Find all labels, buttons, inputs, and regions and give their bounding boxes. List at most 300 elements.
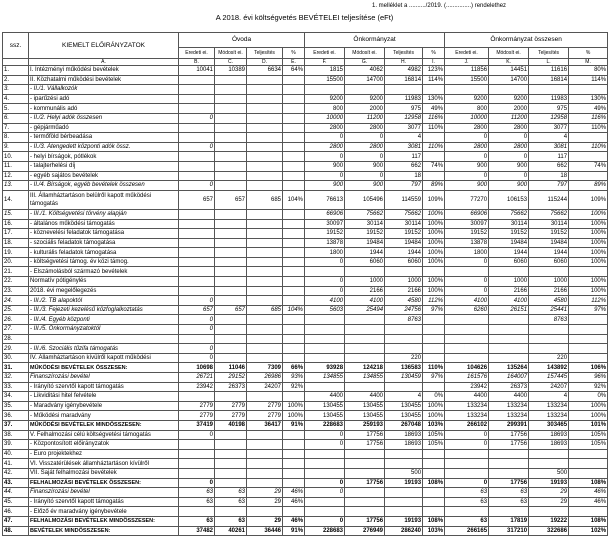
table-row: [3, 209, 608, 219]
cell-e: [283, 123, 305, 133]
cell-m: 106%: [569, 363, 608, 373]
cell-f: 5603: [305, 305, 345, 315]
cell-c: [215, 353, 247, 363]
row-number: 16.: [3, 219, 29, 229]
cell-h: 24756: [385, 305, 423, 315]
row-label: - egyéb sajátos bevételek: [29, 171, 179, 181]
cell-g: [345, 382, 385, 392]
cell-h: 19193: [385, 516, 423, 526]
cell-d: [247, 449, 283, 459]
table-row: [3, 190, 608, 209]
cell-d: [247, 440, 283, 450]
cell-d: 7309: [247, 363, 283, 373]
cell-e: 91%: [283, 420, 305, 430]
cell-h: 117: [385, 152, 423, 162]
cell-k: 6060: [489, 257, 529, 267]
cell-b: 10698: [179, 363, 215, 373]
cell-f: 0: [305, 152, 345, 162]
cell-f: 4100: [305, 296, 345, 306]
cell-k: 1944: [489, 248, 529, 258]
cell-l: 30114: [529, 219, 569, 229]
cell-g: 4062: [345, 66, 385, 76]
cell-h: 130455: [385, 411, 423, 421]
cell-l: 75662: [529, 209, 569, 219]
cell-e: 46%: [283, 488, 305, 498]
column-letter: L.: [529, 59, 569, 66]
cell-e: 66%: [283, 363, 305, 373]
row-number: 32.: [3, 373, 29, 383]
cell-h: 1944: [385, 248, 423, 258]
cell-d: 2779: [247, 401, 283, 411]
cell-c: [215, 440, 247, 450]
cell-c: [215, 334, 247, 344]
cell-b: [179, 85, 215, 95]
cell-i: 110%: [423, 363, 445, 373]
cell-k: 0: [489, 171, 529, 181]
cell-j: 0: [445, 478, 489, 488]
table-row: [3, 468, 608, 478]
cell-j: 6260: [445, 305, 489, 315]
row-number: 33.: [3, 382, 29, 392]
cell-h: 220: [385, 353, 423, 363]
row-number: 6.: [3, 113, 29, 123]
cell-m: [569, 325, 608, 335]
cell-j: [445, 353, 489, 363]
cell-l: 220: [529, 353, 569, 363]
cell-h: 75662: [385, 209, 423, 219]
table-row: [3, 94, 608, 104]
cell-f: 9200: [305, 94, 345, 104]
cell-c: [215, 219, 247, 229]
cell-m: 130%: [569, 94, 608, 104]
cell-k: 2000: [489, 104, 529, 114]
cell-j: 63: [445, 488, 489, 498]
cell-l: 133234: [529, 401, 569, 411]
cell-d: 6634: [247, 66, 283, 76]
cell-c: [215, 248, 247, 258]
row-label: - III./6. Szociális tűzifa támogatás: [29, 344, 179, 354]
cell-b: [179, 171, 215, 181]
table-row: [3, 344, 608, 354]
cell-g: 17756: [345, 516, 385, 526]
table-row: [3, 305, 608, 315]
cell-m: [569, 344, 608, 354]
table-row: [3, 104, 608, 114]
table-row: [3, 507, 608, 517]
cell-d: 29: [247, 497, 283, 507]
row-number: 4.: [3, 94, 29, 104]
cell-g: [345, 267, 385, 277]
cell-b: [179, 248, 215, 258]
cell-f: 13878: [305, 238, 345, 248]
cell-l: 2166: [529, 286, 569, 296]
cell-e: [283, 104, 305, 114]
cell-l: 117: [529, 152, 569, 162]
cell-i: 110%: [423, 142, 445, 152]
cell-j: 161576: [445, 373, 489, 383]
cell-e: [283, 296, 305, 306]
cell-i: [423, 267, 445, 277]
cell-l: 157445: [529, 373, 569, 383]
cell-k: [489, 449, 529, 459]
cell-g: 130455: [345, 401, 385, 411]
cell-g: 6060: [345, 257, 385, 267]
cell-k: 1000: [489, 277, 529, 287]
cell-b: 0: [179, 325, 215, 335]
cell-i: 103%: [423, 420, 445, 430]
cell-j: 104626: [445, 363, 489, 373]
cell-g: [345, 315, 385, 325]
cell-e: [283, 142, 305, 152]
subheader-original: Eredeti ei.: [179, 48, 215, 59]
appropriations-header: KIEMELT ELŐIRÁNYZATOK: [29, 33, 179, 59]
row-number: 9.: [3, 142, 29, 152]
cell-h: 500: [385, 468, 423, 478]
row-label: - III./5. Önkormányzatoktól: [29, 325, 179, 335]
cell-f: 134855: [305, 373, 345, 383]
cell-f: 228683: [305, 526, 345, 536]
cell-e: [283, 459, 305, 469]
cell-b: 0: [179, 353, 215, 363]
cell-g: 105496: [345, 190, 385, 209]
cell-i: 89%: [423, 181, 445, 191]
cell-j: [445, 85, 489, 95]
cell-c: [215, 113, 247, 123]
cell-f: [305, 325, 345, 335]
cell-j: 66906: [445, 209, 489, 219]
row-number: 42.: [3, 468, 29, 478]
cell-g: 75662: [345, 209, 385, 219]
row-label: IV. Államháztartáson kívülről kapott működési: [29, 353, 179, 363]
cell-h: 19193: [385, 478, 423, 488]
cell-i: 100%: [423, 401, 445, 411]
subheader-modified: Módosít ei.: [489, 48, 529, 59]
cell-f: [305, 382, 345, 392]
table-row: [3, 133, 608, 143]
row-label: MŰKÖDÉSI BEVÉTELEK ÖSSZESEN:: [29, 363, 179, 373]
cell-b: 0: [179, 181, 215, 191]
cell-f: 30097: [305, 219, 345, 229]
cell-d: [247, 94, 283, 104]
cell-j: 0: [445, 257, 489, 267]
cell-h: 19484: [385, 238, 423, 248]
cell-l: [529, 267, 569, 277]
cell-e: [283, 468, 305, 478]
cell-k: [489, 353, 529, 363]
cell-h: 797: [385, 181, 423, 191]
cell-g: 900: [345, 181, 385, 191]
cell-h: [385, 488, 423, 498]
cell-e: [283, 315, 305, 325]
row-number: 26.: [3, 315, 29, 325]
cell-l: 18: [529, 171, 569, 181]
cell-f: [305, 334, 345, 344]
cell-b: [179, 229, 215, 239]
cell-j: 77270: [445, 190, 489, 209]
cell-d: [247, 459, 283, 469]
cell-i: [423, 497, 445, 507]
cell-j: 23942: [445, 382, 489, 392]
cell-c: [215, 459, 247, 469]
cell-f: 0: [305, 440, 345, 450]
cell-h: 4580: [385, 296, 423, 306]
cell-k: 14451: [489, 66, 529, 76]
cell-i: 116%: [423, 113, 445, 123]
cell-j: 0: [445, 171, 489, 181]
cell-b: [179, 238, 215, 248]
cell-g: [345, 334, 385, 344]
row-label: I. Intézményi működési bevételek: [29, 66, 179, 76]
table-row: [3, 334, 608, 344]
cell-g: 30114: [345, 219, 385, 229]
cell-k: 17756: [489, 430, 529, 440]
cell-d: [247, 142, 283, 152]
cell-f: 15500: [305, 75, 345, 85]
cell-g: 4100: [345, 296, 385, 306]
cell-i: 100%: [423, 248, 445, 258]
cell-h: 130455: [385, 401, 423, 411]
cell-b: 37419: [179, 420, 215, 430]
cell-g: 130455: [345, 411, 385, 421]
cell-e: [283, 440, 305, 450]
cell-e: [283, 267, 305, 277]
cell-m: 0%: [569, 392, 608, 402]
cell-i: 130%: [423, 94, 445, 104]
row-number: 11.: [3, 161, 29, 171]
table-row: [3, 430, 608, 440]
cell-b: [179, 152, 215, 162]
row-label: - kulturális feladatok támogatása: [29, 248, 179, 258]
cell-h: 267048: [385, 420, 423, 430]
cell-i: [423, 449, 445, 459]
cell-l: 3077: [529, 123, 569, 133]
column-letter: I.: [423, 59, 445, 66]
table-row: [3, 478, 608, 488]
cell-d: [247, 161, 283, 171]
cell-m: 105%: [569, 430, 608, 440]
cell-c: [215, 315, 247, 325]
cell-b: [179, 449, 215, 459]
cell-m: 100%: [569, 277, 608, 287]
row-number: 46.: [3, 507, 29, 517]
cell-j: 4400: [445, 392, 489, 402]
row-number: 13.: [3, 181, 29, 191]
cell-g: 0: [345, 171, 385, 181]
cell-g: 1944: [345, 248, 385, 258]
cell-i: [423, 344, 445, 354]
row-label: III. Államháztartáson belülről kapott működési támogatás: [29, 190, 179, 209]
cell-c: [215, 344, 247, 354]
cell-c: [215, 75, 247, 85]
cell-l: [529, 344, 569, 354]
cell-m: [569, 133, 608, 143]
cell-f: [305, 459, 345, 469]
cell-m: 108%: [569, 478, 608, 488]
cell-f: 228683: [305, 420, 345, 430]
cell-m: 100%: [569, 257, 608, 267]
cell-m: 46%: [569, 488, 608, 498]
cell-l: 24207: [529, 382, 569, 392]
cell-l: 115244: [529, 190, 569, 209]
cell-l: 322686: [529, 526, 569, 536]
cell-b: [179, 468, 215, 478]
cell-c: [215, 133, 247, 143]
cell-i: [423, 85, 445, 95]
cell-m: 112%: [569, 296, 608, 306]
cell-e: 93%: [283, 373, 305, 383]
cell-i: 100%: [423, 219, 445, 229]
cell-k: 900: [489, 181, 529, 191]
cell-h: 4: [385, 392, 423, 402]
table-row: [3, 277, 608, 287]
cell-i: 100%: [423, 257, 445, 267]
cell-m: 49%: [569, 104, 608, 114]
table-row: [3, 219, 608, 229]
cell-e: [283, 392, 305, 402]
cell-j: 266165: [445, 526, 489, 536]
row-label: Normatív pótigénylés: [29, 277, 179, 287]
cell-b: [179, 392, 215, 402]
cell-e: [283, 229, 305, 239]
cell-e: [283, 449, 305, 459]
cell-g: 134855: [345, 373, 385, 383]
cell-m: [569, 507, 608, 517]
row-number: 17.: [3, 229, 29, 239]
cell-i: 110%: [423, 123, 445, 133]
column-letter: C.: [215, 59, 247, 66]
cell-b: [179, 133, 215, 143]
table-row: [3, 286, 608, 296]
cell-h: 11983: [385, 94, 423, 104]
cell-d: [247, 286, 283, 296]
cell-g: [345, 85, 385, 95]
cell-m: 108%: [569, 516, 608, 526]
cell-i: [423, 459, 445, 469]
cell-l: 19484: [529, 238, 569, 248]
cell-e: [283, 152, 305, 162]
table-row: [3, 229, 608, 239]
table-row: [3, 373, 608, 383]
row-number: 10.: [3, 152, 29, 162]
cell-c: 2779: [215, 401, 247, 411]
cell-m: 109%: [569, 190, 608, 209]
cell-m: [569, 267, 608, 277]
cell-b: [179, 277, 215, 287]
cell-f: [305, 315, 345, 325]
cell-f: [305, 344, 345, 354]
row-number: 38.: [3, 430, 29, 440]
row-label: - Működési maradvány: [29, 411, 179, 421]
cell-i: [423, 488, 445, 498]
cell-k: 133234: [489, 411, 529, 421]
cell-l: 19222: [529, 516, 569, 526]
cell-b: [179, 459, 215, 469]
cell-i: 108%: [423, 516, 445, 526]
cell-i: 123%: [423, 66, 445, 76]
cell-m: 110%: [569, 142, 608, 152]
row-label: - kommunális adó: [29, 104, 179, 114]
cell-d: [247, 113, 283, 123]
cell-i: [423, 325, 445, 335]
cell-i: 100%: [423, 411, 445, 421]
cell-h: [385, 497, 423, 507]
cell-b: [179, 334, 215, 344]
row-number: 21.: [3, 267, 29, 277]
cell-i: 109%: [423, 190, 445, 209]
cell-g: 2800: [345, 123, 385, 133]
cell-g: 17756: [345, 440, 385, 450]
cell-j: 2800: [445, 142, 489, 152]
cell-m: 80%: [569, 66, 608, 76]
cell-k: 26373: [489, 382, 529, 392]
cell-l: 25441: [529, 305, 569, 315]
table-row: [3, 353, 608, 363]
cell-f: 900: [305, 161, 345, 171]
cell-m: 97%: [569, 305, 608, 315]
subheader-actual: Teljesítés: [385, 48, 423, 59]
row-label: Finanszírozási bevétel: [29, 373, 179, 383]
budget-table: [2, 32, 608, 536]
cell-k: 299391: [489, 420, 529, 430]
cell-d: 685: [247, 190, 283, 209]
cell-c: [215, 85, 247, 95]
cell-d: [247, 171, 283, 181]
cell-e: [283, 277, 305, 287]
cell-h: [385, 334, 423, 344]
cell-e: 100%: [283, 411, 305, 421]
cell-k: [489, 459, 529, 469]
cell-k: [489, 325, 529, 335]
cell-f: 800: [305, 104, 345, 114]
row-number: 14.: [3, 190, 29, 209]
cell-f: 0: [305, 171, 345, 181]
cell-m: [569, 171, 608, 181]
cell-b: [179, 94, 215, 104]
cell-l: 6060: [529, 257, 569, 267]
cell-m: 100%: [569, 219, 608, 229]
row-number: 30.: [3, 353, 29, 363]
table-row: [3, 401, 608, 411]
subheader-original: Eredeti ei.: [445, 48, 489, 59]
cell-m: 92%: [569, 382, 608, 392]
cell-f: [305, 449, 345, 459]
row-label: - II./3. Átengedett központi adók össz.: [29, 142, 179, 152]
cell-c: 40261: [215, 526, 247, 536]
cell-g: [345, 459, 385, 469]
cell-k: [489, 507, 529, 517]
cell-h: 18693: [385, 430, 423, 440]
row-label: - köznevelési feladatok támogatása: [29, 229, 179, 239]
cell-i: 100%: [423, 277, 445, 287]
cell-j: 133234: [445, 411, 489, 421]
cell-c: [215, 104, 247, 114]
cell-b: 63: [179, 488, 215, 498]
cell-d: [247, 123, 283, 133]
cell-b: 63: [179, 497, 215, 507]
cell-i: [423, 152, 445, 162]
cell-f: 66906: [305, 209, 345, 219]
cell-l: 4: [529, 392, 569, 402]
cell-f: [305, 85, 345, 95]
cell-f: 1815: [305, 66, 345, 76]
cell-g: 0: [345, 152, 385, 162]
table-row: [3, 181, 608, 191]
table-row: [3, 488, 608, 498]
cell-b: 37482: [179, 526, 215, 536]
cell-m: 100%: [569, 209, 608, 219]
cell-e: [283, 85, 305, 95]
cell-j: 800: [445, 104, 489, 114]
